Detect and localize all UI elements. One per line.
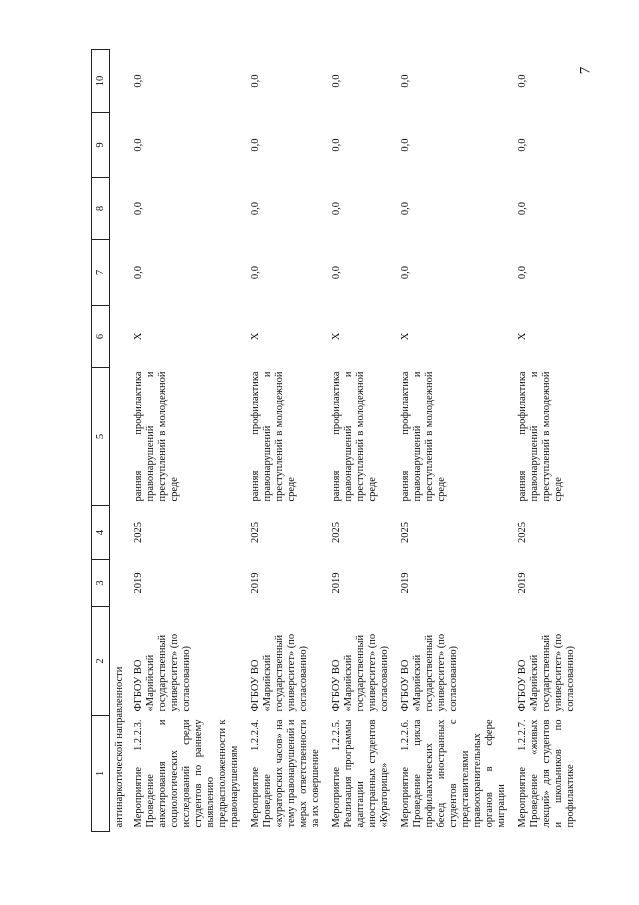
- value-cell: 0,0: [250, 138, 261, 152]
- table-row: [397, 50, 514, 832]
- activity-cell: Мероприятие 1.2.2.5. Реализация программы адаптации иностранных студентов «Кураторище»: [331, 719, 390, 828]
- page-number: 7: [576, 66, 593, 75]
- start-year-cell: 2019: [250, 572, 261, 594]
- value-cell: 0,0: [517, 201, 528, 216]
- value-cell: 0,0: [331, 74, 342, 88]
- column-header: 1: [92, 716, 110, 832]
- executor-cell: ФГБОУ ВО «Марийский государственный университет» (по согласованию): [517, 633, 576, 712]
- column-header: 5: [92, 368, 110, 506]
- end-year-cell: 2025: [517, 522, 528, 543]
- start-year-cell: 2019: [400, 572, 411, 594]
- value-cell: 0,0: [133, 265, 144, 280]
- value-cell: 0,0: [133, 74, 144, 88]
- value-cell: 0,0: [250, 265, 261, 280]
- program-table: [91, 49, 583, 832]
- column-header: 2: [92, 607, 110, 716]
- mark-cell: X: [517, 332, 528, 341]
- column-header: 3: [92, 560, 110, 607]
- result-cell: ранняя профилактика правонарушений и преступлений в молодежной среде: [400, 371, 447, 502]
- mark-cell: X: [250, 332, 261, 341]
- executor-cell: ФГБОУ ВО «Марийский государственный университет» (по согласованию): [133, 633, 192, 712]
- end-year-cell: 2025: [250, 522, 261, 543]
- continuation-row: [110, 50, 131, 832]
- start-year-cell: 2019: [133, 572, 144, 594]
- value-cell: 0,0: [400, 138, 411, 152]
- activity-cell: Мероприятие 1.2.2.7. Проведение «живых лекций» для студентов и школьников по профилактике: [517, 719, 576, 828]
- end-year-cell: 2025: [133, 522, 144, 543]
- activity-cell: Мероприятие 1.2.2.3. Проведение анкетирования и социологических исследований среди студентов по раннему выявлению предрасположенности к правонарушениям: [133, 719, 240, 828]
- column-header: 7: [92, 240, 110, 306]
- value-cell: 0,0: [400, 74, 411, 88]
- mark-cell: X: [133, 332, 144, 341]
- end-year-cell: 2025: [331, 522, 342, 543]
- result-cell: ранняя профилактика правонарушений и преступлений в молодежной среде: [331, 371, 378, 502]
- mark-cell: X: [331, 332, 342, 341]
- value-cell: 0,0: [400, 265, 411, 280]
- executor-cell: ФГБОУ ВО «Марийский государственный университет» (по согласованию): [400, 633, 459, 712]
- column-header: 4: [92, 506, 110, 560]
- table-row: [130, 50, 247, 832]
- value-cell: 0,0: [331, 201, 342, 216]
- table-row: [514, 50, 583, 832]
- intro-text: антинаркотической направленности: [114, 666, 125, 828]
- result-cell: ранняя профилактика правонарушений и преступлений в молодежной среде: [250, 371, 297, 502]
- start-year-cell: 2019: [331, 572, 342, 594]
- activity-cell: Мероприятие 1.2.2.4. Проведение «кураторских часов» на тему правонарушений и мерах ответственности за их совершение: [250, 719, 321, 828]
- value-cell: 0,0: [517, 265, 528, 280]
- rotated-table-sheet: [91, 50, 639, 832]
- column-number-row: [92, 50, 110, 832]
- table-row: [328, 50, 397, 832]
- executor-cell: ФГБОУ ВО «Марийский государственный университет» (по согласованию): [331, 633, 390, 712]
- value-cell: 0,0: [517, 138, 528, 152]
- start-year-cell: 2019: [517, 572, 528, 594]
- activity-cell: Мероприятие 1.2.2.6. Проведение цикла профилактических бесед иностранных студентов с представителями правоохранительных органов в сфере миграции: [400, 719, 507, 828]
- value-cell: 0,0: [517, 74, 528, 88]
- column-header: 10: [92, 50, 110, 113]
- column-header: 9: [92, 113, 110, 178]
- column-header: 8: [92, 178, 110, 240]
- table-row: [247, 50, 328, 832]
- result-cell: ранняя профилактика правонарушений и преступлений в молодежной среде: [133, 371, 180, 502]
- mark-cell: X: [400, 332, 411, 341]
- end-year-cell: 2025: [400, 522, 411, 543]
- value-cell: 0,0: [400, 201, 411, 216]
- column-header: 6: [92, 306, 110, 368]
- value-cell: 0,0: [133, 138, 144, 152]
- value-cell: 0,0: [250, 74, 261, 88]
- value-cell: 0,0: [331, 265, 342, 280]
- value-cell: 0,0: [133, 201, 144, 216]
- value-cell: 0,0: [331, 138, 342, 152]
- result-cell: ранняя профилактика правонарушений и преступлений в молодежной среде: [517, 371, 564, 502]
- executor-cell: ФГБОУ ВО «Марийский государственный университет» (по согласованию): [250, 633, 309, 712]
- value-cell: 0,0: [250, 201, 261, 216]
